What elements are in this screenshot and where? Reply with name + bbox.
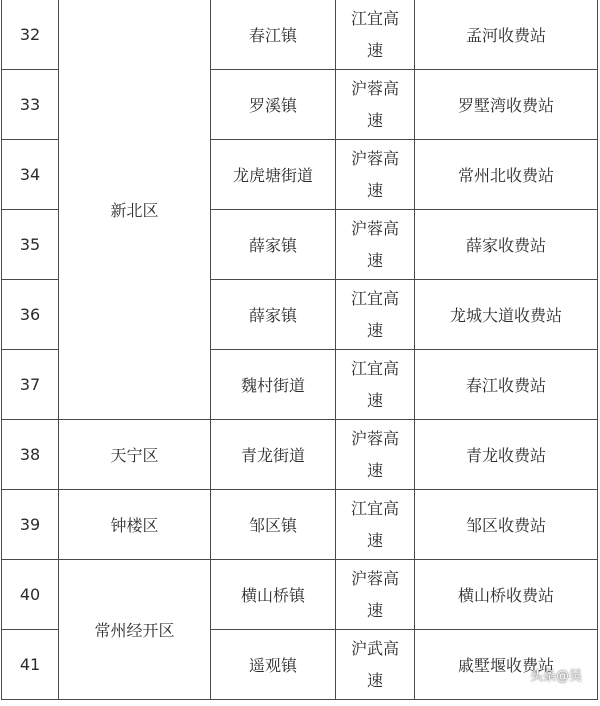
toll-station-cell: 常州北收费站 xyxy=(415,140,598,210)
town-cell: 魏村街道 xyxy=(211,350,336,420)
toll-station-cell: 龙城大道收费站 xyxy=(415,280,598,350)
expressway-label: 沪蓉高速 xyxy=(350,148,399,200)
expressway-cell xyxy=(336,630,415,700)
expressway-cell xyxy=(336,350,415,420)
toll-station-cell: 春江收费站 xyxy=(415,350,598,420)
table-row xyxy=(2,560,598,630)
row-number: 41 xyxy=(2,630,59,700)
district-cell: 天宁区 xyxy=(59,420,211,490)
expressway-label: 沪蓉高速 xyxy=(350,428,399,480)
expressway-label: 江宜高速 xyxy=(350,498,399,550)
row-number: 34 xyxy=(2,140,59,210)
row-number: 32 xyxy=(2,0,59,70)
toll-station-cell: 孟河收费站 xyxy=(415,0,598,70)
toll-station-cell: 邹区收费站 xyxy=(415,490,598,560)
town-cell: 横山桥镇 xyxy=(211,560,336,630)
row-number: 35 xyxy=(2,210,59,280)
watermark: 头条@吴 xyxy=(529,669,582,684)
row-number: 37 xyxy=(2,350,59,420)
expressway-label: 沪蓉高速 xyxy=(350,78,399,130)
district-cell: 常州经开区 xyxy=(59,560,211,700)
row-number: 39 xyxy=(2,490,59,560)
expressway-label: 江宜高速 xyxy=(350,288,399,340)
town-cell: 罗溪镇 xyxy=(211,70,336,140)
toll-station-cell: 青龙收费站 xyxy=(415,420,598,490)
expressway-cell xyxy=(336,280,415,350)
toll-station-cell: 戚墅堰收费站 xyxy=(415,630,598,700)
toll-station-table xyxy=(1,0,598,700)
toll-station-cell: 罗墅湾收费站 xyxy=(415,70,598,140)
town-cell: 薛家镇 xyxy=(211,210,336,280)
town-cell: 遥观镇 xyxy=(211,630,336,700)
expressway-cell xyxy=(336,560,415,630)
expressway-cell xyxy=(336,0,415,70)
row-number: 33 xyxy=(2,70,59,140)
table-row xyxy=(2,490,598,560)
toll-station-cell: 横山桥收费站 xyxy=(415,560,598,630)
town-cell: 薛家镇 xyxy=(211,280,336,350)
expressway-cell xyxy=(336,210,415,280)
expressway-label: 江宜高速 xyxy=(350,8,399,60)
table-row xyxy=(2,0,598,70)
district-cell: 新北区 xyxy=(59,0,211,420)
expressway-cell xyxy=(336,420,415,490)
row-number: 38 xyxy=(2,420,59,490)
town-cell: 邹区镇 xyxy=(211,490,336,560)
toll-station-cell: 薛家收费站 xyxy=(415,210,598,280)
district-cell: 钟楼区 xyxy=(59,490,211,560)
town-cell: 龙虎塘街道 xyxy=(211,140,336,210)
expressway-label: 沪蓉高速 xyxy=(350,568,399,620)
town-cell: 青龙街道 xyxy=(211,420,336,490)
expressway-cell xyxy=(336,140,415,210)
expressway-cell xyxy=(336,490,415,560)
town-cell: 春江镇 xyxy=(211,0,336,70)
table-row xyxy=(2,420,598,490)
expressway-label: 沪武高速 xyxy=(350,638,399,690)
row-number: 36 xyxy=(2,280,59,350)
expressway-label: 沪蓉高速 xyxy=(350,218,399,270)
row-number: 40 xyxy=(2,560,59,630)
expressway-label: 江宜高速 xyxy=(350,358,399,410)
expressway-cell xyxy=(336,70,415,140)
